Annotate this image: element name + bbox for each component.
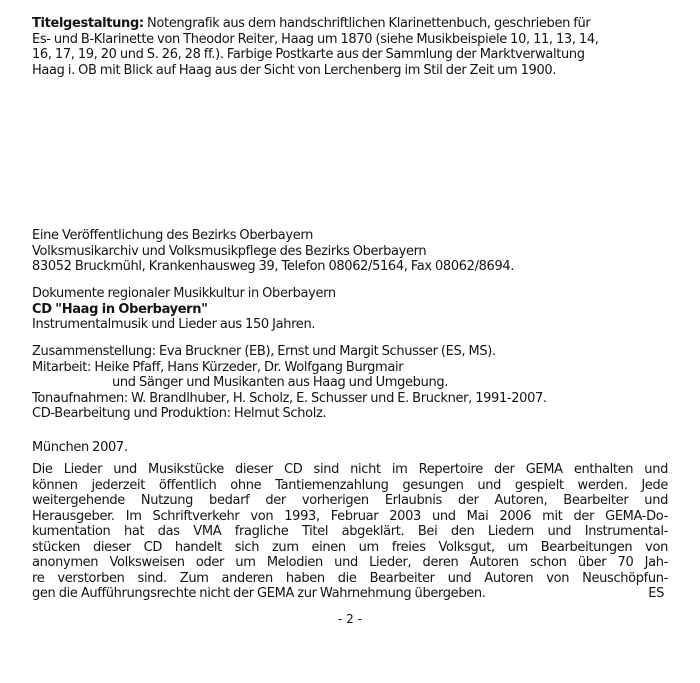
credit-collaboration: Mitarbeit: Heike Pfaff, Hans Kürzeder, Dr. Wolfgang Burgmair bbox=[32, 359, 404, 375]
legal-line-2: können jederzeit öffentlich ohne Tantiemenzahlung gesungen und gespielt werden. Jede bbox=[32, 477, 668, 493]
publisher-block bbox=[32, 228, 668, 275]
cover-design-line-3: 16, 17, 19, 20 und S. 26, 28 ff.). Farbige Postkarte aus der Sammlung der Marktverwaltung bbox=[32, 47, 585, 62]
legal-line-9-row bbox=[32, 586, 668, 602]
legal-line-9: gen die Aufführungsrechte nicht der GEMA zur Wahrnehmung übergeben. bbox=[32, 586, 486, 601]
legal-line-1: Die Lieder und Musikstücke dieser CD sind nicht im Repertoire der GEMA enthalten und bbox=[32, 462, 668, 477]
legal-line-4: Herausgeber. Im Schriftverkehr von 1993, Februar 2003 und Mai 2006 mit der GEMA-Do- bbox=[32, 508, 668, 524]
cover-design-line-1 bbox=[32, 16, 668, 32]
place-date bbox=[32, 440, 668, 456]
legal-paragraph bbox=[32, 462, 668, 602]
series-name: Dokumente regionaler Musikkultur in Oberbayern bbox=[32, 286, 336, 301]
cover-design-label: Titelgestaltung: bbox=[32, 16, 144, 31]
author-signature: ES bbox=[648, 586, 664, 601]
legal-line-3: weitergehende Nutzung bedarf der vorherigen Erlaubnis der Autoren, Bearbeiter und bbox=[32, 493, 668, 508]
publisher-line-2: Volksmusikarchiv und Volksmusikpflege des Bezirks Oberbayern bbox=[32, 243, 427, 259]
cd-subtitle: Instrumentalmusik und Lieder aus 150 Jahren. bbox=[32, 317, 316, 332]
legal-line-7: anonymen Volksweisen oder um Melodien und Lieder, deren Autoren schon über 70 Jah- bbox=[32, 555, 668, 570]
cd-title: CD "Haag in Oberbayern" bbox=[32, 301, 208, 317]
credit-production: CD-Bearbeitung und Produktion: Helmut Scholz. bbox=[32, 406, 327, 421]
cover-design-text-1: Notengrafik aus dem handschriftlichen Klarinettenbuch, geschrieben für bbox=[143, 16, 591, 31]
publisher-line-1: Eine Veröffentlichung des Bezirks Oberbayern bbox=[32, 228, 314, 243]
credit-collaboration-cont: und Sänger und Musikanten aus Haag und Umgebung. bbox=[112, 375, 449, 390]
credits-block bbox=[32, 344, 668, 422]
legal-line-8: re verstorben sind. Zum anderen haben die Bearbeiter und Autoren von Neuschöpfun- bbox=[32, 570, 668, 586]
legal-line-5: kumentation hat das VMA fragliche Titel abgeklärt. Bei den Liedern und Instrumental- bbox=[32, 524, 668, 539]
cover-design-line-2: Es- und B-Klarinette von Theodor Reiter, Haag um 1870 (siehe Musikbeispiele 10, 11, 13, 14, bbox=[32, 31, 599, 47]
cover-design-line-4: Haag i. OB mit Blick auf Haag aus der Sicht von Lerchenberg im Stil der Zeit um 1900. bbox=[32, 62, 557, 78]
cover-design-paragraph bbox=[32, 16, 668, 78]
page-number: - 2 - bbox=[338, 612, 362, 626]
publisher-address: 83052 Bruckmühl, Krankenhausweg 39, Telefon 08062/5164, Fax 08062/8694. bbox=[32, 259, 515, 274]
credit-recordings: Tonaufnahmen: W. Brandlhuber, H. Scholz, E. Schusser und E. Bruckner, 1991-2007. bbox=[32, 390, 547, 406]
place-date-text: München 2007. bbox=[32, 440, 128, 455]
credit-compilation: Zusammenstellung: Eva Bruckner (EB), Ernst und Margit Schusser (ES, MS). bbox=[32, 344, 496, 359]
series-block bbox=[32, 286, 668, 333]
legal-line-6: stücken dieser CD handelt sich zum einen um freies Volksgut, um Bearbeitungen von bbox=[32, 539, 668, 555]
